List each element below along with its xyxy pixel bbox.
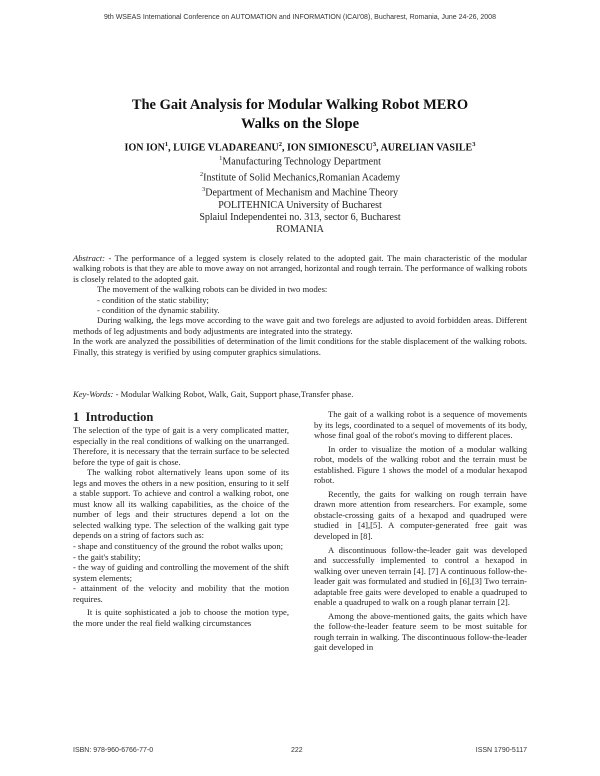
affil-mark: 1 xyxy=(219,155,223,162)
list-item: - shape and constituency of the ground the robot walks upon; xyxy=(73,541,284,552)
paragraph: The gait of a walking robot is a sequence of movements by its legs, coordinated to a sequel of movements of its body, whose final goal of the robot's moving to different places. xyxy=(314,409,527,441)
section-heading xyxy=(73,410,153,425)
affiliation-2 xyxy=(80,169,520,185)
affiliation-3 xyxy=(80,184,520,200)
affil-mark: 2 xyxy=(199,170,204,178)
affiliations xyxy=(80,153,520,237)
paragraph: The selection of the type of gait is a very complicated matter, especially in the real conditions of walking on the unarranged. Therefore, it is necessary that the terrain surface to be selected before the type of gait is chose. xyxy=(73,425,289,467)
author-affil-mark: 3 xyxy=(472,141,476,148)
paper-title xyxy=(60,96,540,134)
affil-mark: 3 xyxy=(201,186,206,194)
section-number: 1 xyxy=(73,410,80,424)
author-affil-mark: 1 xyxy=(164,141,169,148)
abstract-p3: - condition of the static stability; xyxy=(97,294,209,305)
author-name: AURELIAN VASILE xyxy=(380,142,473,154)
keywords-text: - Modular Walking Robot, Walk, Gait, Support phase,Transfer phase. xyxy=(113,389,354,399)
right-column xyxy=(314,409,527,653)
abstract-label: Abstract: xyxy=(73,253,105,263)
abstract xyxy=(73,253,527,357)
author-affil-mark: 3 xyxy=(372,141,377,148)
affil-text: Institute of Solid Mechanics,Romanian Academy xyxy=(203,171,401,183)
left-column xyxy=(73,425,289,628)
footer-isbn: ISBN: 978-960-6766-77-0 xyxy=(73,747,154,754)
author-name: LUIGE VLADAREANU xyxy=(173,142,279,154)
footer-page-number: 222 xyxy=(291,747,303,754)
paragraph: Among the above-mentioned gaits, the gaits which have the follow-the-leader feature seem to be most suitable for rough terrain in walking. The discontinuous follow-the-leader gait developed in xyxy=(314,610,527,653)
affiliation-1 xyxy=(80,153,520,169)
page-footer xyxy=(73,747,527,757)
paragraph: Recently, the gaits for walking on rough terrain have drawn more attention from researchers. For example, some obstacle-crossing gaits of a hexapod and quadruped were studied in [4],[5]. A computer-generated free gait was developed in [8]. xyxy=(314,488,527,542)
abstract-p6: In the work are analyzed the possibilities of determination of the limit conditions for the stable displacement of the walking robots. Finally, this strategy is verified by using computer graphics simulations. xyxy=(73,336,527,357)
abstract-p1: - The performance of a legged system is closely related to the adopted gait. The main characteristic of the modular walking robots is that they are able to move away on not arranged, horizontal and rough terrain. The performance of walking robots is closely related to the adopted gait. xyxy=(73,253,527,284)
author-affil-mark: 2 xyxy=(278,141,283,148)
university: POLITEHNICA University of Bucharest xyxy=(218,199,382,211)
country: ROMANIA xyxy=(276,224,324,236)
list-item: - attainment of the velocity and mobility that the motion requires. xyxy=(73,583,289,604)
affil-text: Department of Mechanism and Machine Theory xyxy=(205,187,399,199)
abstract-p5: During walking, the legs move according to the wave gait and two forelegs are adjusted to avoid forbidden areas. Different methods of leg adjustments and body adjustments are integrated into the strategy. xyxy=(73,315,527,336)
list-item: - the gait's stability; xyxy=(73,551,141,562)
address: Splaiul Independentei no. 313, sector 6, Bucharest xyxy=(199,212,401,224)
affil-text: Manufacturing Technology Department xyxy=(222,156,381,168)
abstract-p2: The movement of the walking robots can be divided in two modes: xyxy=(97,284,328,295)
section-title: Introduction xyxy=(85,410,154,424)
author-name: ION ION xyxy=(124,142,165,154)
paragraph: It is quite sophisticated a job to choose the motion type, the more under the real field walking circumstances xyxy=(73,607,289,628)
paragraph: The walking robot alternatively leans upon some of its legs and moves the others in a new position, ensuring to it self a stable support. To achieve and control a walking robot, one must know all its walking capabilities, as the choice of the number of legs and their structures depend a lot on the selected walking type. The selection of the walking gait type depends on a string of factors such as: xyxy=(73,467,289,541)
running-header: 9th WSEAS International Conference on AUTOMATION and INFORMATION (ICAI'08), Bucharest, Romania, June 24-26, 2008 xyxy=(104,14,496,21)
keywords xyxy=(73,389,527,399)
abstract-p4: - condition of the dynamic stability. xyxy=(97,305,220,316)
title-line-1: The Gait Analysis for Modular Walking Robot MERO xyxy=(131,97,469,113)
title-line-2: Walks on the Slope xyxy=(240,116,360,132)
author-list: ION ION$^1$, LUIGE VLADAREANU$^2$, ION SIMIONESCU$^3$, AURELIAN VASILE$^3$ xyxy=(124,141,476,154)
paragraph: In order to visualize the motion of a modular walking robot, models of the walking robot and the terrain must be established. Figure 1 shows the model of a modular hexapod robot. xyxy=(314,443,527,486)
paragraph: A discontinuous follow-the-leader gait was developed and successfully implemented to control a hexapod in walking over uneven terrain [4]. [7] A continuous follow-the-leader gait was formulated and studied in [6],[3] Two terrain-adaptable free gaits were developed to enable a quadruped to enable a quadruped to walk on a rough planar terrain [2]. xyxy=(314,544,527,608)
keywords-label: Key-Words: xyxy=(73,389,114,399)
footer-issn: ISSN 1790-5117 xyxy=(475,747,527,754)
list-item: - the way of guiding and controlling the movement of the shift system elements; xyxy=(73,562,289,583)
author-name: ION SIMIONESCU xyxy=(287,142,373,154)
